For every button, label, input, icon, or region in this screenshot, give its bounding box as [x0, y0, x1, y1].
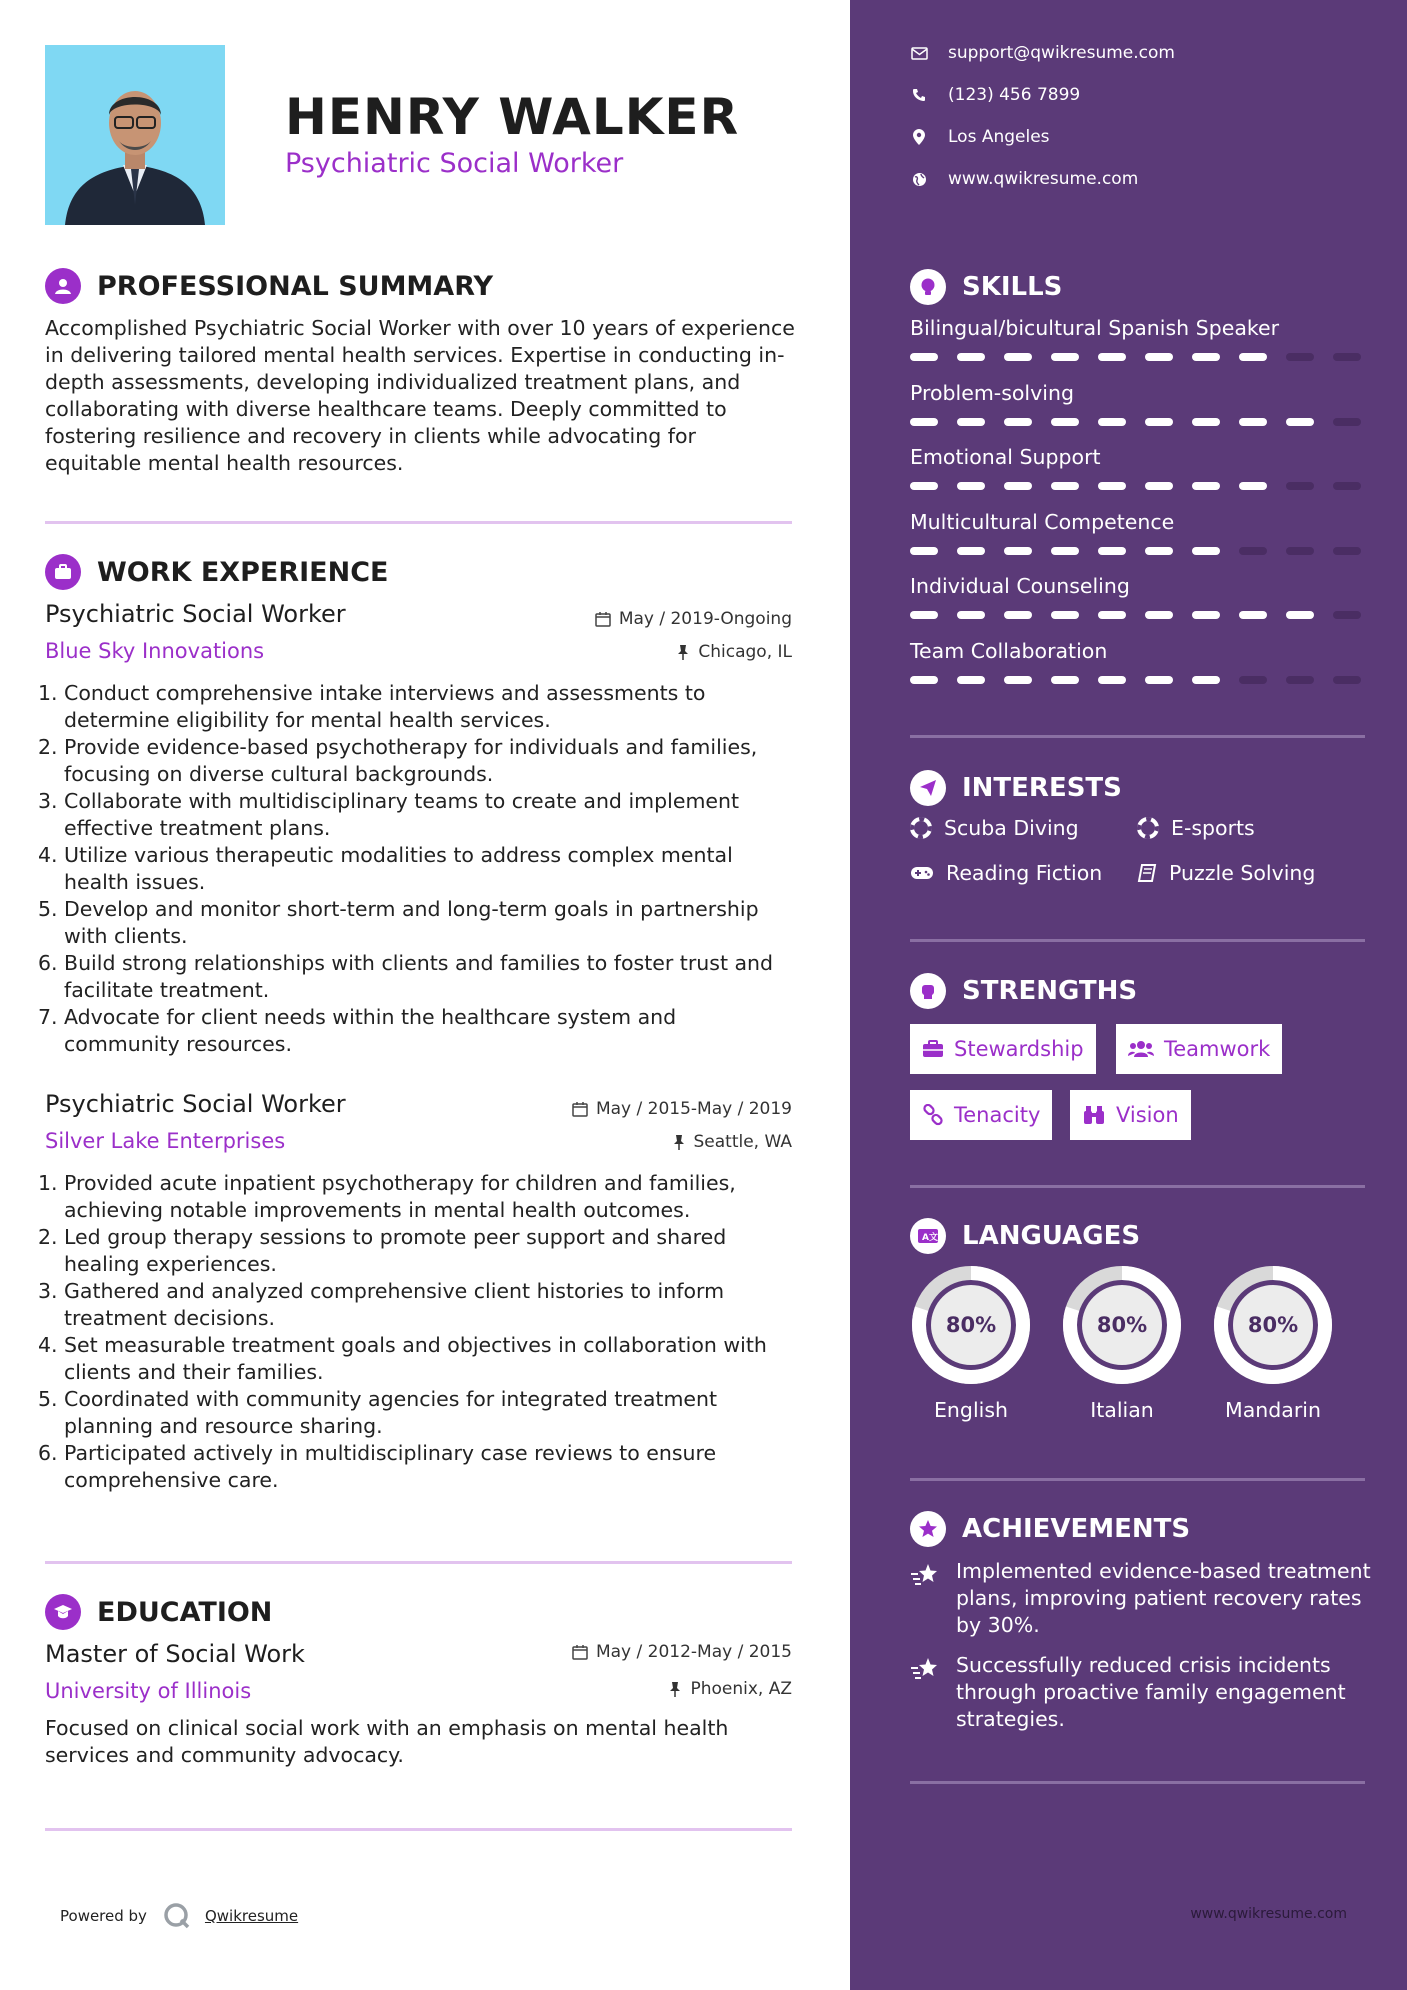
- phone-text: (123) 456 7899: [948, 85, 1081, 105]
- divider: [910, 735, 1365, 738]
- language-percent: 80%: [1247, 1313, 1299, 1337]
- skill-rating: [910, 418, 1380, 426]
- interest-item: [1137, 861, 1315, 885]
- sidebar: [850, 0, 1407, 1990]
- job-duties: [38, 1170, 798, 1494]
- skill-rating: [910, 676, 1380, 684]
- lightbulb-icon: [910, 269, 946, 305]
- interest-label: Puzzle Solving: [1169, 861, 1316, 885]
- divider: [45, 1561, 792, 1564]
- strength-label: Teamwork: [1164, 1037, 1271, 1061]
- contact-location: [910, 127, 1050, 147]
- skill-rating-dot: [910, 418, 938, 426]
- website-text[interactable]: www.qwikresume.com: [948, 169, 1139, 189]
- job-location: [676, 642, 792, 662]
- skills-heading: [910, 269, 1062, 305]
- strength-chip: [910, 1024, 1096, 1074]
- skill-rating-dot: [957, 611, 985, 619]
- skill-rating-dot: [957, 482, 985, 490]
- calendar-icon: [595, 611, 611, 627]
- list-item: 5. Develop and monitor short-term and long-term goals in partnership with clients.: [38, 897, 759, 948]
- skill-rating-dot: [910, 611, 938, 619]
- skill-rating-dot: [1004, 547, 1032, 555]
- paper-plane-icon: [910, 770, 946, 806]
- skill-name: Emotional Support: [910, 445, 1101, 469]
- skill-rating-dot: [1145, 482, 1173, 490]
- fist-icon: [910, 973, 946, 1009]
- skill-rating-dot: [1286, 547, 1314, 555]
- divider: [45, 521, 792, 524]
- book-icon: [1137, 863, 1157, 883]
- strength-label: Stewardship: [954, 1037, 1084, 1061]
- job-title: Psychiatric Social Worker: [45, 600, 346, 628]
- list-item: 2. Provide evidence-based psychotherapy for individuals and families, focusing on diverse cultural backgrounds.: [38, 735, 758, 786]
- skill-rating-dot: [1051, 482, 1079, 490]
- skill-name: Multicultural Competence: [910, 509, 1175, 534]
- skill-rating-dot: [957, 676, 985, 684]
- divider: [910, 1185, 1365, 1188]
- contact-email: [910, 43, 1175, 63]
- education-text: Focused on clinical social work with an emphasis on mental health services and community advocacy.: [45, 1716, 729, 1767]
- skill-rating-dot: [1098, 676, 1126, 684]
- interest-item: [910, 816, 1079, 840]
- skill-rating-dot: [1004, 418, 1032, 426]
- skill-rating-dot: [1286, 353, 1314, 361]
- calendar-icon: [572, 1644, 588, 1660]
- skill-rating-dot: [1192, 482, 1220, 490]
- skill-rating-dot: [1286, 482, 1314, 490]
- skill-rating: [910, 547, 1380, 555]
- list-item: 5. Coordinated with community agencies for integrated treatment planning and resource sharing.: [38, 1387, 718, 1438]
- education-location: [668, 1679, 792, 1699]
- education-location-text: Phoenix, AZ: [690, 1679, 792, 1699]
- skill-rating-dot: [1333, 676, 1361, 684]
- email-text[interactable]: support@qwikresume.com: [948, 43, 1175, 63]
- skill-rating-dot: [1098, 482, 1126, 490]
- skill-rating-dot: [957, 547, 985, 555]
- strength-chip: [910, 1090, 1052, 1140]
- skill-rating-dot: [1004, 482, 1032, 490]
- skill-rating-dot: [910, 353, 938, 361]
- graduate-icon: [45, 1594, 81, 1630]
- achievement-item: [910, 1652, 1380, 1733]
- skill-rating-dot: [1145, 547, 1173, 555]
- list-item: 7. Advocate for client needs within the healthcare system and community resources.: [38, 1005, 677, 1056]
- skill-rating-dot: [1145, 418, 1173, 426]
- divider: [910, 1781, 1365, 1784]
- skill-name: Team Collaboration: [910, 638, 1108, 663]
- skill-rating-dot: [1098, 611, 1126, 619]
- education-title: EDUCATION: [97, 1596, 273, 1628]
- language-name: Mandarin: [1225, 1398, 1321, 1422]
- skill-rating-dot: [1239, 418, 1267, 426]
- job-title: Psychiatric Social Worker: [45, 1090, 346, 1118]
- qwikresume-link[interactable]: Qwikresume: [204, 1907, 299, 1925]
- achievements-heading: [910, 1511, 1190, 1547]
- achievements-title: ACHIEVEMENTS: [962, 1514, 1191, 1544]
- interests-heading: [910, 770, 1122, 806]
- list-item: 1. Provided acute inpatient psychotherapy for children and families, achieving notable improvements in mental health outcomes.: [38, 1171, 736, 1222]
- skill-rating: [910, 482, 1380, 490]
- skill-rating-dot: [1051, 611, 1079, 619]
- skill-rating-dot: [1333, 482, 1361, 490]
- skill-rating-dot: [1286, 611, 1314, 619]
- skill-name: Bilingual/bicultural Spanish Speaker: [910, 316, 1280, 340]
- strength-label: Vision: [1116, 1103, 1179, 1127]
- languages-heading: [910, 1218, 1140, 1254]
- skill-rating-dot: [1239, 547, 1267, 555]
- interest-label: Reading Fiction: [946, 861, 1103, 885]
- language-icon: [910, 1218, 946, 1254]
- phone-icon: [912, 88, 926, 102]
- skill-rating-dot: [1286, 676, 1314, 684]
- education-heading: [45, 1594, 272, 1630]
- interest-item: [1137, 816, 1255, 840]
- footer-website[interactable]: www.qwikresume.com: [1190, 1906, 1347, 1922]
- location-text: Los Angeles: [948, 127, 1050, 147]
- skill-rating-dot: [1192, 547, 1220, 555]
- skill-rating-dot: [1333, 611, 1361, 619]
- skill-rating-dot: [1004, 611, 1032, 619]
- summary-heading: [45, 268, 493, 304]
- list-item: 1. Conduct comprehensive intake interviews and assessments to determine eligibility for mental health services.: [38, 681, 706, 732]
- language-item: [910, 1264, 1032, 1422]
- skill-rating-dot: [1333, 547, 1361, 555]
- divider: [45, 1828, 792, 1831]
- skill-rating-dot: [957, 418, 985, 426]
- skill-rating-dot: [1192, 353, 1220, 361]
- shooting-star-icon: [910, 1656, 940, 1682]
- gamepad-icon: [910, 865, 934, 881]
- strength-chip: [1116, 1024, 1282, 1074]
- candidate-role: Psychiatric Social Worker: [285, 148, 624, 179]
- interests-title: INTERESTS: [962, 773, 1122, 803]
- candidate-name: HENRY WALKER: [285, 88, 740, 146]
- interest-label: Scuba Diving: [944, 816, 1079, 840]
- skill-rating-dot: [1051, 676, 1079, 684]
- qwikresume-logo-icon: [163, 1902, 191, 1930]
- job-location: [672, 1132, 793, 1152]
- list-item: 6. Participated actively in multidisciplinary case reviews to ensure comprehensive care.: [38, 1441, 717, 1492]
- list-item: 4. Utilize various therapeutic modalities to address complex mental health issues.: [38, 843, 733, 894]
- map-marker-icon: [913, 129, 925, 145]
- experience-title: WORK EXPERIENCE: [97, 556, 389, 588]
- job-duties: [38, 680, 798, 1058]
- contact-website: [910, 169, 1138, 189]
- skill-rating: [910, 353, 1380, 361]
- skill-rating-dot: [1239, 482, 1267, 490]
- binoculars-icon: [1082, 1105, 1106, 1125]
- skill-rating-dot: [1098, 353, 1126, 361]
- job-date: [595, 609, 792, 629]
- strength-label: Tenacity: [954, 1103, 1041, 1127]
- skill-rating: [910, 611, 1380, 619]
- job-location-text: Chicago, IL: [698, 642, 792, 662]
- users-icon: [1128, 1040, 1154, 1058]
- job-company: Blue Sky Innovations: [45, 639, 265, 663]
- education-date-text: May / 2012-May / 2015: [595, 1642, 792, 1662]
- divider: [910, 939, 1365, 942]
- svg-text:文: 文: [929, 1233, 939, 1243]
- skill-rating-dot: [910, 482, 938, 490]
- skill-rating-dot: [1239, 676, 1267, 684]
- powered-by: [60, 1902, 298, 1930]
- language-item: [1212, 1264, 1334, 1422]
- profile-photo: [45, 45, 225, 225]
- language-name: English: [933, 1398, 1009, 1422]
- skill-rating-dot: [1333, 353, 1361, 361]
- list-item: 6. Build strong relationships with clients and families to foster trust and facilitate treatment.: [38, 951, 774, 1002]
- user-icon: [45, 268, 81, 304]
- skill-name: Individual Counseling: [910, 574, 1130, 598]
- list-item: 2. Led group therapy sessions to promote peer support and shared healing experiences.: [38, 1225, 727, 1276]
- skill-rating-dot: [1239, 611, 1267, 619]
- life-ring-icon: [1137, 817, 1159, 839]
- briefcase-icon: [45, 554, 81, 590]
- job-company: Silver Lake Enterprises: [45, 1129, 286, 1153]
- life-ring-icon: [910, 817, 932, 839]
- skill-rating-dot: [1004, 676, 1032, 684]
- powered-label: Powered by: [60, 1907, 147, 1925]
- list-item: 4. Set measurable treatment goals and objectives in collaboration with clients and their families.: [38, 1333, 767, 1384]
- link-icon: [922, 1104, 944, 1126]
- skills-title: SKILLS: [962, 272, 1063, 302]
- pin-icon: [676, 644, 690, 660]
- globe-icon: [912, 172, 927, 187]
- skill-rating-dot: [1192, 611, 1220, 619]
- pin-icon: [668, 1681, 682, 1697]
- experience-heading: [45, 554, 388, 590]
- language-name: Italian: [1090, 1398, 1154, 1422]
- education-date: [572, 1642, 792, 1662]
- language-percent: 80%: [945, 1313, 997, 1337]
- skill-rating-dot: [1051, 418, 1079, 426]
- skill-rating-dot: [1004, 353, 1032, 361]
- skill-rating-dot: [1333, 418, 1361, 426]
- strengths-heading: [910, 973, 1137, 1009]
- interest-label: E-sports: [1171, 816, 1255, 840]
- job-date: [572, 1099, 792, 1119]
- interest-item: [910, 861, 1102, 885]
- achievement-text: Implemented evidence-based treatment plans, improving patient recovery rates by 30%.: [956, 1559, 1371, 1637]
- briefcase-icon: [922, 1040, 944, 1058]
- skill-rating-dot: [957, 353, 985, 361]
- skill-rating-dot: [1192, 676, 1220, 684]
- language-percent: 80%: [1096, 1313, 1148, 1337]
- achievement-text: Successfully reduced crisis incidents through proactive family engagement strategies.: [956, 1653, 1346, 1731]
- list-item: 3. Collaborate with multidisciplinary teams to create and implement effective treatment plans.: [38, 789, 740, 840]
- summary-title: PROFESSIONAL SUMMARY: [97, 270, 494, 302]
- skill-name: Problem-solving: [910, 380, 1074, 405]
- skill-rating-dot: [910, 676, 938, 684]
- achievement-item: [910, 1558, 1380, 1639]
- degree-title: Master of Social Work: [45, 1640, 305, 1668]
- list-item: 3. Gathered and analyzed comprehensive client histories to inform treatment decisions.: [38, 1279, 725, 1330]
- job-date-text: May / 2019-Ongoing: [618, 609, 792, 629]
- divider: [910, 1478, 1365, 1481]
- calendar-icon: [572, 1101, 588, 1117]
- skill-rating-dot: [1098, 418, 1126, 426]
- pin-icon: [672, 1134, 686, 1150]
- skill-rating-dot: [1051, 547, 1079, 555]
- skill-rating-dot: [1286, 418, 1314, 426]
- skill-rating-dot: [1145, 611, 1173, 619]
- summary-text: Accomplished Psychiatric Social Worker with over 10 years of experience in delivering tailored mental health services. Expertise in conducting in-depth assessments, developing individualized treatment plans, and collaborating with diverse healthcare teams. Deeply committed to fostering resilience and recovery in clients while advocating for equitable mental health resources.: [45, 316, 795, 475]
- contact-phone: [910, 85, 1080, 105]
- skill-rating-dot: [1098, 547, 1126, 555]
- job-location-text: Seattle, WA: [693, 1132, 792, 1152]
- shooting-star-icon: [910, 1562, 940, 1588]
- languages-title: LANGUAGES: [962, 1221, 1141, 1251]
- envelope-icon: [911, 47, 928, 60]
- star-badge-icon: [910, 1511, 946, 1547]
- skill-rating-dot: [910, 547, 938, 555]
- skill-rating-dot: [1192, 418, 1220, 426]
- school-name: University of Illinois: [45, 1679, 252, 1703]
- skill-rating-dot: [1051, 353, 1079, 361]
- language-item: [1061, 1264, 1183, 1422]
- svg-text:A: A: [922, 1233, 929, 1243]
- strength-chip: [1070, 1090, 1191, 1140]
- job-date-text: May / 2015-May / 2019: [595, 1099, 792, 1119]
- skill-rating-dot: [1239, 353, 1267, 361]
- skill-rating-dot: [1145, 353, 1173, 361]
- skill-rating-dot: [1145, 676, 1173, 684]
- strengths-title: STRENGTHS: [962, 976, 1138, 1006]
